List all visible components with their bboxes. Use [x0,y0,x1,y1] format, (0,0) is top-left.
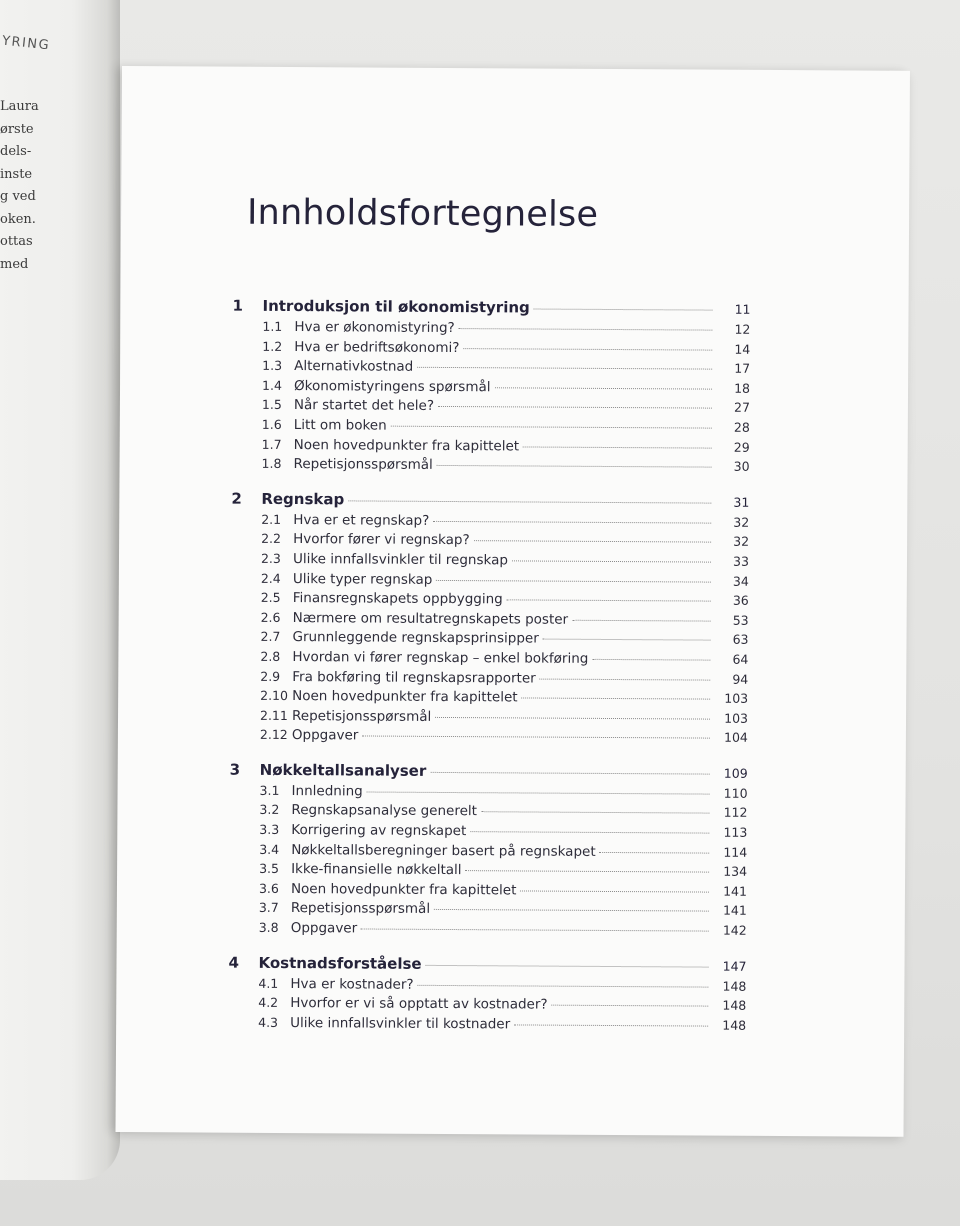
section-title: Hva er bedriftsøkonomi? [294,338,460,356]
section-title: Fra bokføring til regnskapsrapporter [292,668,536,687]
section-number: 2.10 [260,687,289,704]
page-number: 30 [733,458,750,474]
chapter-heading[interactable] [228,953,746,978]
section-title: Ikke-finansielle nøkkeltall [291,861,462,879]
section-title: Noen hovedpunkter fra kapittelet [292,688,518,706]
toc-page [115,66,909,1137]
page-number: 148 [722,997,747,1014]
chapter-heading[interactable] [230,761,748,786]
section-title: Repetisjonsspørsmål [291,707,432,725]
chapter-number: 2 [231,489,242,508]
left-text-line: inste [0,166,33,182]
toc-chapter [230,489,750,749]
section-number: 2.4 [260,570,281,586]
section-title: Noen hovedpunkter fra kapittelet [290,880,517,899]
section-title: Repetisjonsspørsmål [290,900,431,918]
toc-entry[interactable] [232,456,750,479]
left-text-line: dels- [0,144,32,159]
section-number: 2.3 [260,550,281,566]
chapter-title: Introduksjon til økonomistyring [262,296,530,317]
left-text-line: ørste [0,121,34,137]
section-title: Innledning [291,782,363,800]
page-number: 29 [733,439,750,455]
dot-leader [367,791,710,794]
page-number: 148 [722,1017,747,1033]
section-number: 4.1 [258,975,279,991]
page-number: 142 [722,922,747,938]
page-number: 112 [723,805,748,821]
running-header: YRING [1,33,51,54]
section-number: 1.6 [261,416,282,432]
section-title: Hvorfor fører vi regnskap? [293,531,470,549]
toc-chapter [229,761,748,943]
section-number: 3.7 [258,900,279,916]
page-number: 113 [723,824,748,840]
section-title: Nøkkeltallsberegninger basert på regnskapet [291,841,596,860]
dot-leader [437,465,712,468]
dot-leader [520,890,709,892]
page-number: 134 [723,863,748,880]
page-number: 103 [724,690,749,706]
section-title: Finansregnskapets oppbygging [292,590,503,608]
dot-leader [592,659,710,661]
section-title: Nærmere om resultatregnskapets poster [292,609,569,628]
section-number: 2.8 [260,648,281,664]
section-title: Alternativkostnad [294,358,414,375]
section-title: Korrigering av regnskapet [291,822,467,840]
page-number: 114 [723,844,748,860]
section-number: 2.1 [261,511,282,527]
toc-chapter [232,297,751,479]
dot-leader [514,1024,708,1026]
page-number: 109 [723,765,748,781]
section-number: 1.8 [261,456,282,472]
section-number: 4.2 [258,995,279,1011]
page-number: 141 [722,903,747,919]
section-title: Hva er økonomistyring? [294,319,455,337]
page-number: 31 [733,494,750,510]
page-number: 64 [732,651,749,667]
page-number: 17 [734,360,751,377]
section-number: 3.6 [258,880,279,896]
section-number: 1.1 [262,318,283,334]
dot-leader [426,964,709,967]
dot-leader [540,678,711,680]
page-number: 104 [724,729,748,746]
chapter-number: 4 [228,953,240,972]
section-number: 3.3 [259,821,280,838]
table-of-contents [228,297,751,1052]
page-number: 12 [734,321,751,337]
dot-leader [362,736,710,739]
page-number: 148 [722,978,747,994]
section-number: 3.8 [258,919,279,936]
toc-entry[interactable] [230,727,748,750]
section-title: Økonomistyringens spørsmål [294,377,491,396]
chapter-number: 1 [232,296,244,315]
page-number: 53 [732,612,749,628]
section-title: Grunnleggende regnskapsprinsipper [292,629,539,647]
toc-chapter [228,953,746,1037]
section-number: 2.9 [260,668,281,684]
chapter-heading[interactable] [231,489,749,514]
page-number: 33 [733,553,750,569]
page-number: 28 [733,419,750,435]
dot-leader [522,698,711,700]
dot-leader [495,387,713,389]
chapter-title: Nøkkeltallsanalyser [259,760,427,780]
dot-leader [348,500,711,503]
left-text-line: g ved [0,189,36,204]
section-number: 4.3 [258,1014,279,1030]
page-number: 32 [733,534,750,550]
page-number: 36 [732,592,749,608]
chapter-heading[interactable] [232,297,750,322]
page-number: 103 [724,710,749,726]
section-number: 2.2 [261,531,282,547]
section-title: Repetisjonsspørsmål [293,456,433,474]
dot-leader [418,984,709,987]
left-text-line: med [0,256,29,272]
section-number: 2.5 [260,589,281,606]
toc-entry[interactable] [228,1014,746,1037]
page-number: 141 [723,883,748,899]
dot-leader [417,367,712,370]
section-number: 2.12 [259,727,288,743]
section-title: Hva er kostnader? [290,975,414,993]
section-number: 1.7 [261,436,282,452]
section-number: 1.4 [262,377,282,393]
dot-leader [434,909,709,912]
section-number: 3.2 [259,802,280,818]
section-title: Oppgaver [290,920,358,937]
dot-leader [552,1005,709,1007]
dot-leader [430,772,709,775]
dot-leader [600,852,710,854]
page-number: 147 [722,958,747,974]
dot-leader [466,870,710,872]
dot-leader [543,639,711,641]
section-number: 2.6 [260,609,281,625]
dot-leader [572,619,710,621]
section-number: 1.2 [262,338,283,354]
dot-leader [470,831,709,833]
dot-leader [481,812,709,814]
section-title: Litt om boken [293,417,387,434]
dot-leader [433,521,711,524]
page-number: 34 [732,573,749,589]
dot-leader [438,406,712,409]
section-number: 3.5 [259,861,280,877]
page-number: 18 [734,380,751,396]
section-title: Hvordan vi fører regnskap – enkel bokføring [292,648,589,667]
dot-leader [463,348,712,351]
section-number: 1.5 [261,397,282,413]
toc-entry[interactable] [229,920,747,943]
left-facing-page [0,0,120,1180]
section-number: 2.11 [259,707,288,723]
dot-leader [435,717,710,720]
page-title: Innholdsfortegnelse [246,192,599,235]
page-number: 11 [734,301,751,317]
section-title: Regnskapsanalyse generelt [291,802,478,820]
section-title: Ulike innfallsvinkler til regnskap [292,550,509,569]
page-number: 63 [732,632,749,648]
section-title: Noen hovedpunkter fra kapittelet [293,436,520,454]
left-text-line: Laura [0,99,39,114]
dot-leader [459,328,713,331]
page-number: 32 [733,514,750,530]
chapter-title: Regnskap [261,489,345,509]
page-number: 94 [732,671,749,687]
section-title: Ulike innfallsvinkler til kostnader [290,1014,511,1033]
dot-leader [361,929,709,932]
section-number: 3.1 [259,782,280,798]
section-number: 3.4 [259,841,280,857]
dot-leader [512,560,711,562]
left-page-text [0,96,80,276]
section-number: 1.3 [262,358,283,374]
page-number: 14 [734,341,751,357]
section-title: Når startet det hele? [293,397,435,415]
dot-leader [534,309,713,311]
section-title: Hvorfor er vi så opptatt av kostnader? [290,995,548,1013]
section-title: Ulike typer regnskap [292,570,433,588]
dot-leader [436,579,711,582]
left-text-line: ottas [0,234,33,249]
dot-leader [523,446,712,448]
dot-leader [474,541,711,543]
dot-leader [507,599,711,601]
page-number: 27 [733,400,750,416]
dot-leader [391,426,712,429]
page-number: 110 [723,785,748,801]
section-number: 2.7 [260,629,281,645]
section-title: Hva er et regnskap? [293,511,430,529]
left-text-line: oken. [0,211,36,227]
chapter-title: Kostnadsforståelse [258,953,422,973]
chapter-number: 3 [229,760,241,779]
section-title: Oppgaver [291,727,359,744]
